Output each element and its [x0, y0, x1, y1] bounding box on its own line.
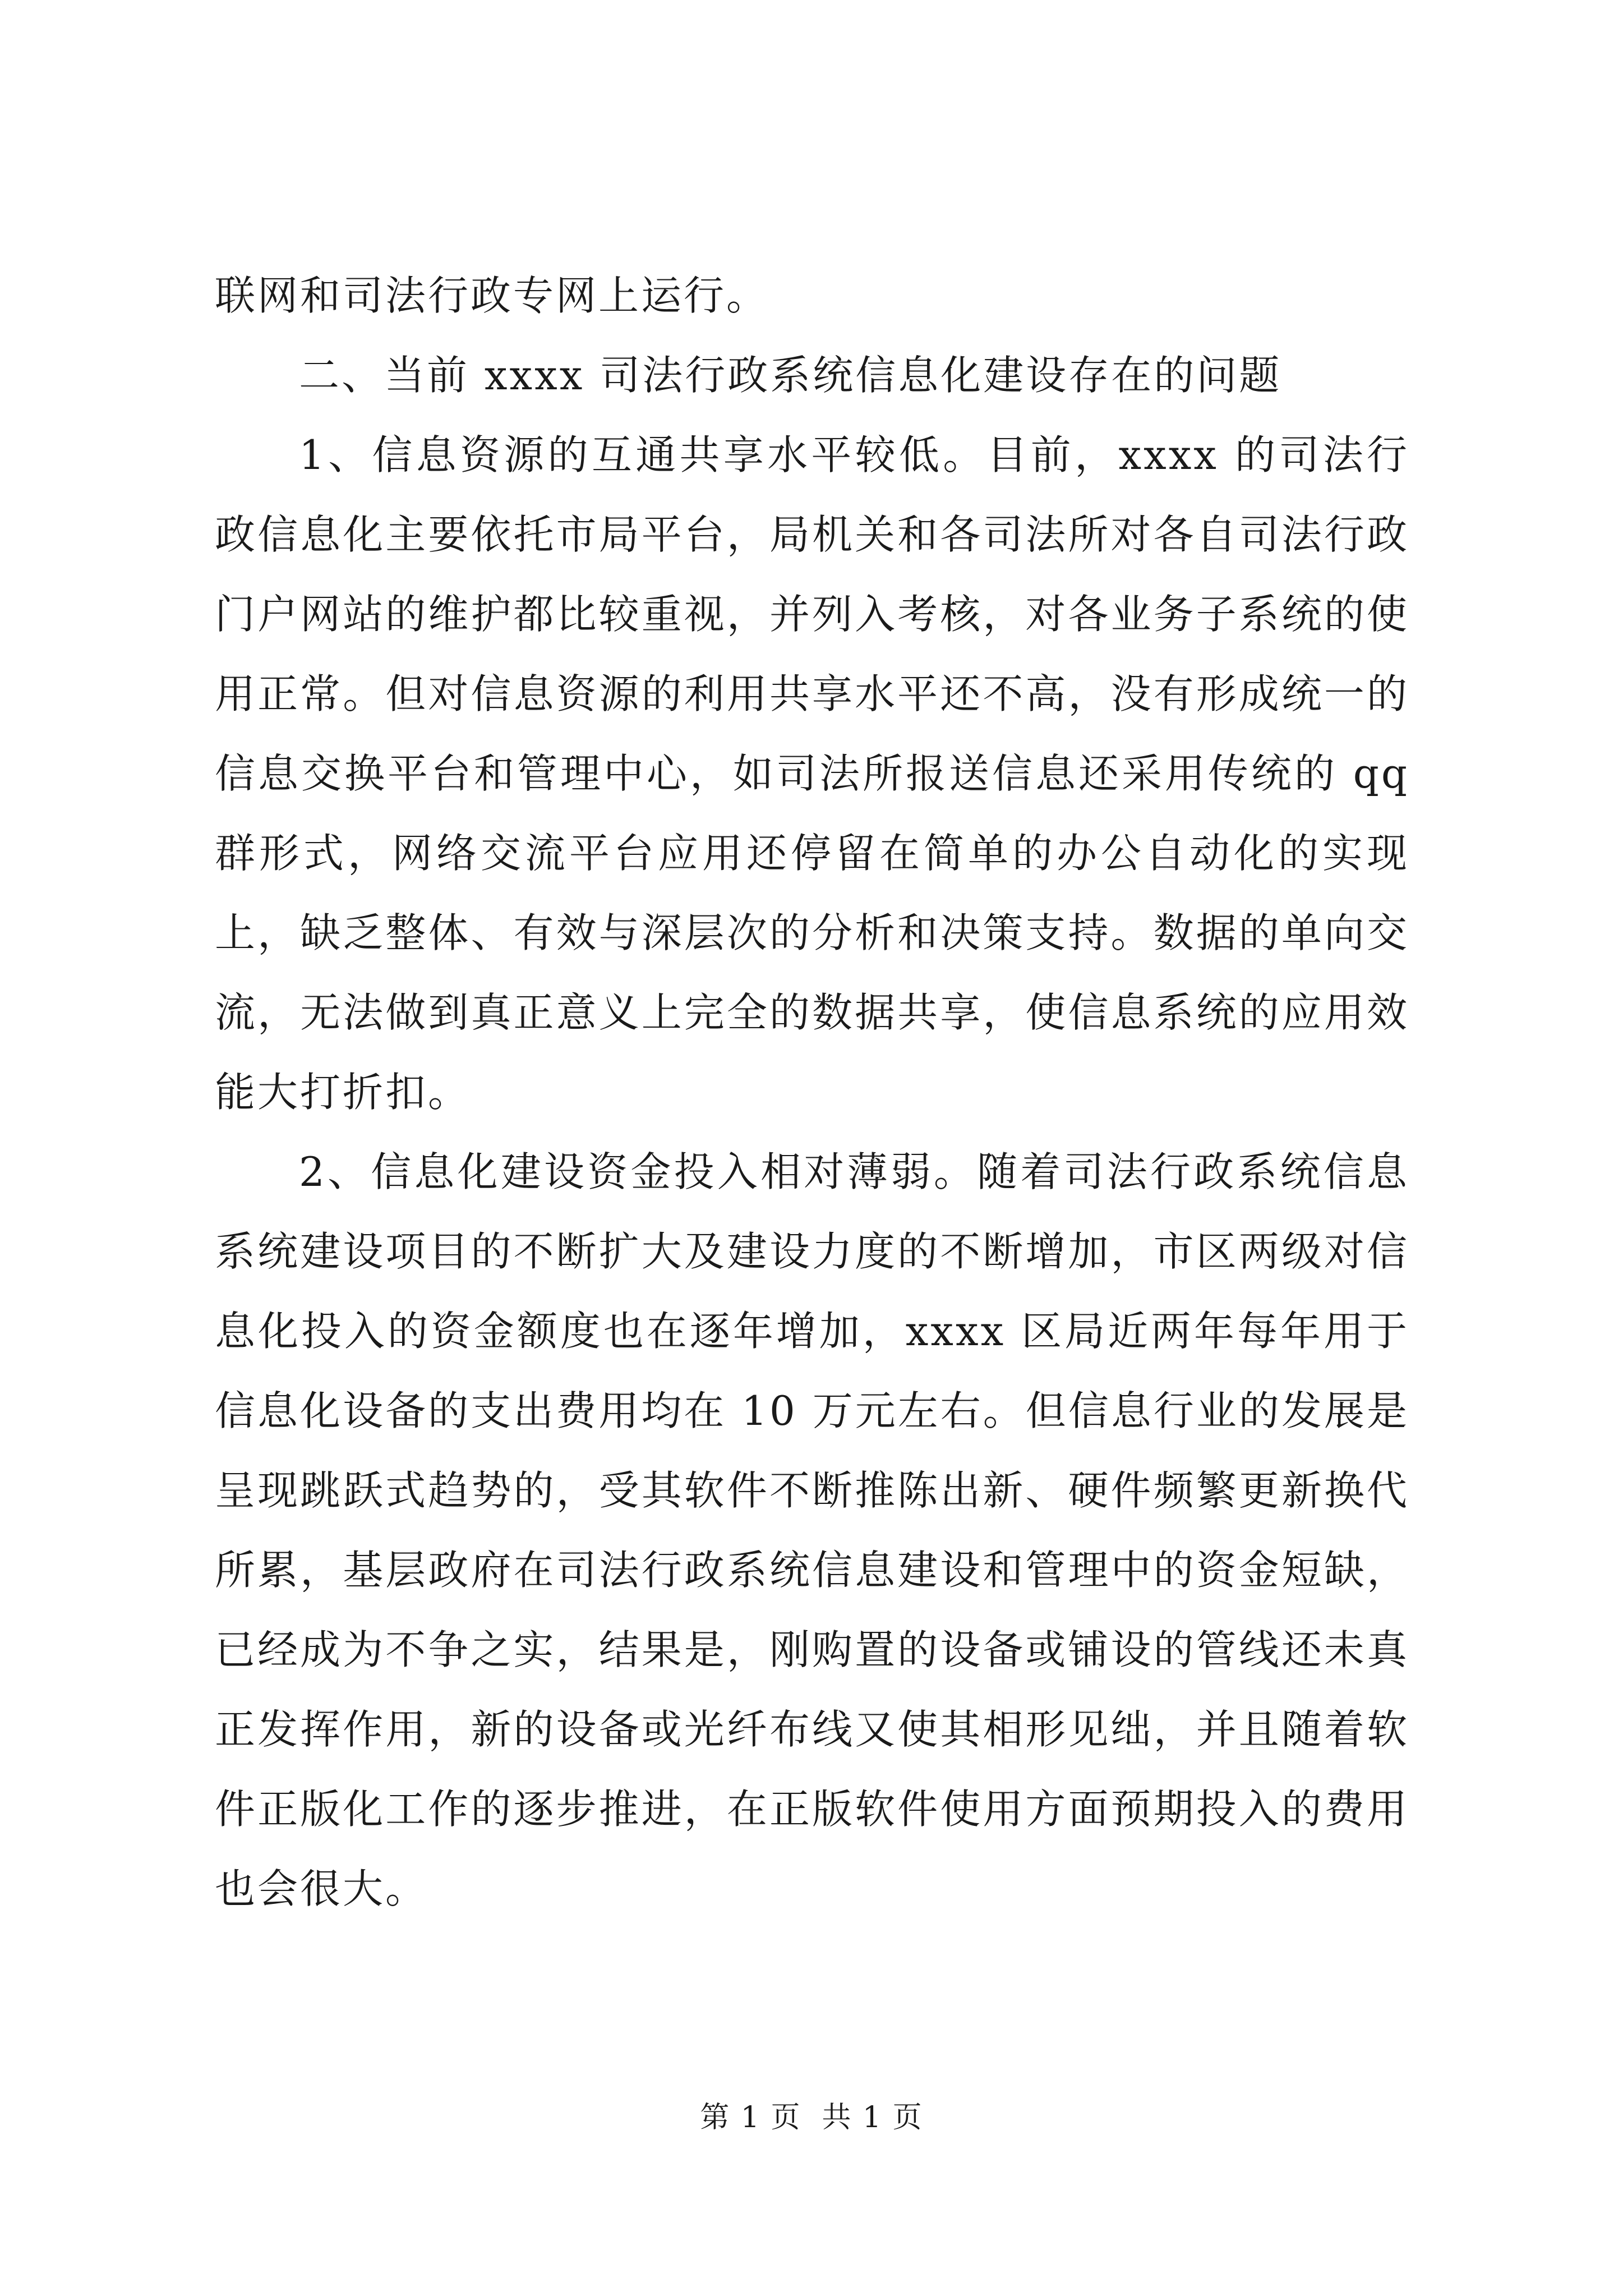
page-footer [0, 2098, 1623, 2137]
document-body [215, 256, 1409, 1929]
paragraph-continuation: 联网和司法行政专网上运行。 [215, 272, 769, 319]
paragraph-issue-2: 2、信息化建设资金投入相对薄弱。随着司法行政系统信息系统建设项目的不断扩大及建设力度的不断增加，市区两级对信息化投入的资金额度也在逐年增加，xxxx 区局近两年每年用于信息化设备的支出费用均在 10 万元左右。但信息行业的发展是呈现跳跃式趋势的，受其软件不断推陈出新、硬件频繁更新换代所累，基层政府在司法行政系统信息建设和管理中的资金短缺，已经成为不争之实，结果是，刚购置的设备或铺设的管线还未真正发挥作用，新的设备或光纤布线又使其相形见绌，并且随着软件正版化工作的逐步推进，在正版软件使用方面预期投入的费用也会很大。 [215, 1148, 1409, 1912]
section-heading: 二、当前 xxxx 司法行政系统信息化建设存在的问题 [299, 352, 1282, 399]
paragraph-issue-1: 1、信息资源的互通共享水平较低。目前，xxxx 的司法行政信息化主要依托市局平台，局机关和各司法所对各自司法行政门户网站的维护都比较重视，并列入考核，对各业务子系统的使用正常。但对信息资源的利用共享水平还不高，没有形成统一的信息交换平台和管理中心，如司法所报送信息还采用传统的 qq 群形式，网络交流平台应用还停留在简单的办公自动化的实现上，缺乏整体、有效与深层次的分析和决策支持。数据的单向交流，无法做到真正意义上完全的数据共享，使信息系统的应用效能大打折扣。 [215, 431, 1409, 1116]
page-number-label: 第 1 页 共 1 页 [700, 2101, 923, 2134]
